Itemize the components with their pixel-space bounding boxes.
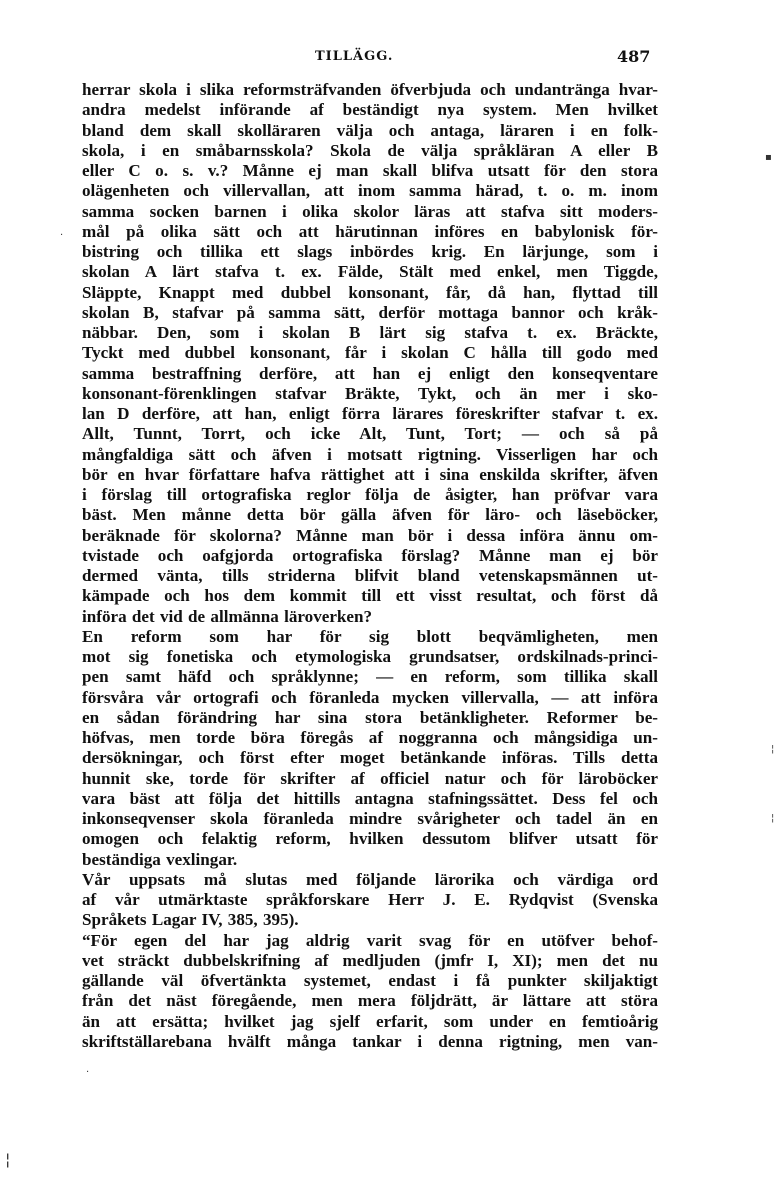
text-line: inkonseqvenser skola föranleda mindre svårigheter och tadel än en: [82, 809, 658, 828]
text-line: vet sträckt dubbelskrifning af medljuden (jmfr I, XI); men det nu: [82, 950, 658, 970]
margin-speck: ·: [86, 1067, 90, 1078]
text-line: “För egen del har jag aldrig varit svag för en utöfver behof-: [82, 930, 658, 950]
margin-speck: ·: [60, 230, 64, 241]
margin-speck: ▪: [765, 152, 772, 163]
text-line: vara bäst att följa det hittills antagna stafningssättet. Dess fel och: [82, 788, 658, 808]
text-line: skriftställarebana hvälft många tankar i denna rigtning, men van-: [82, 1031, 658, 1051]
text-line: bäst. Men månne detta bör gälla äfven för läro- och läseböcker,: [82, 505, 658, 525]
margin-speck: ¦: [5, 1150, 11, 1169]
text-line: skola, i en småbarnsskola? Skola de välja språkläran A eller B: [82, 140, 658, 160]
text-line: Allt, Tunnt, Torrt, och icke Alt, Tunt, Tort; — och så på: [82, 424, 658, 444]
text-line: mål på olika sätt och att härutinnan införes en babylonisk för-: [82, 221, 658, 241]
text-line: mot sig fonetiska och etymologiska grundsatser, ordskilnads-princi-: [82, 647, 658, 666]
text-line: tvistade och oafgjorda ortografiska förslag? Månne man ej bör: [82, 545, 658, 565]
text-line: andra medelst införande af beständigt nya system. Men hvilket: [82, 100, 658, 120]
text-line: herrar skola i slika reformsträfvanden öfverbjuda och undantränga hvar-: [82, 80, 658, 99]
text-line: en sådan förändring har sina stora betänkligheter. Reformer be-: [82, 707, 658, 727]
text-line: eller C o. s. v.? Månne ej man skall blifva utsatt för den stora: [82, 161, 658, 180]
text-line: bistring och tillika ett slags inbördes krig. En lärjunge, som i: [82, 242, 658, 261]
text-line: skolan A lärt stafva t. ex. Fälde, Stält med enkel, men Tiggde,: [82, 262, 658, 282]
text-line: beräknade för skolorna? Månne man bör i dessa införa ännu om-: [82, 525, 658, 545]
text-line: beständiga vexlingar.: [82, 849, 238, 869]
text-line: Vår uppsats må slutas med följande lärorika och värdiga ord: [82, 869, 658, 889]
text-line: olägenheten och villervallan, att inom samma härad, t. o. m. inom: [82, 181, 658, 201]
page-number: 487: [617, 47, 651, 66]
text-line: försvåra vår ortografi och föranleda mycken villervalla, — att införa: [82, 687, 658, 707]
text-line: kämpade och hos dem kommit till ett visst resultat, och först då: [82, 586, 658, 606]
text-line: näbbar. Den, som i skolan B lärt sig stafva t. ex. Bräckte,: [82, 323, 658, 342]
text-line: Språkets Lagar IV, 385, 395).: [82, 910, 299, 930]
text-line: än att ersätta; hvilket jag sjelf erfarit, som under en femtioårig: [82, 1011, 658, 1031]
text-line: dermed vänta, tills striderna blifvit bland vetenskapsmännen ut-: [82, 566, 658, 585]
text-line: dersökningar, och först efter moget betänkande införas. Tills detta: [82, 748, 658, 768]
text-line: höfvas, men torde böra föregås af noggranna och mångsidiga un-: [82, 728, 658, 747]
text-line: i förslag till ortografiska reglor följa de åsigter, han pröfvar vara: [82, 485, 658, 504]
text-line: af vår utmärktaste språkforskare Herr J. E. Rydqvist (Svenska: [82, 890, 658, 909]
body-text: [82, 80, 658, 1052]
text-line: bör en hvar författare hafva rättighet att i sina enskilda skrifter, äfven: [82, 464, 658, 484]
text-line: hunnit ske, torde för skrifter af officiel natur och för läroböcker: [82, 768, 658, 788]
text-line: En reform som har för sig blott beqvämligheten, men: [82, 626, 658, 646]
text-line: omogen och felaktig reform, hvilken dessutom blifver utsatt för: [82, 829, 658, 849]
text-line: lan D derföre, att han, enligt förra lärares föreskrifter stafvar t. ex.: [82, 404, 658, 423]
margin-speck: ¦: [771, 813, 775, 824]
text-line: införa det vid de allmänna läroverken?: [82, 606, 373, 626]
text-line: bland dem skall skolläraren välja och antaga, läraren i en folk-: [82, 120, 658, 140]
text-line: från det näst föregående, men mera följdrätt, är lättare att störa: [82, 991, 658, 1011]
text-line: mångfaldiga sätt och äfven i motsatt rigtning. Visserligen har och: [82, 444, 658, 464]
text-line: samma socken barnen i olika skolor läras att stafva sitt moders-: [82, 201, 658, 221]
running-title: TILLÄGG.: [315, 49, 394, 64]
text-line: pen samt häfd och språklynne; — en reform, som tillika skall: [82, 667, 658, 687]
text-line: Tyckt med dubbel konsonant, får i skolan C hålla till godo med: [82, 343, 658, 363]
text-line: skolan B, stafvar på samma sätt, derför mottaga bannor och kråk-: [82, 302, 658, 322]
text-line: konsonant-förenklingen stafvar Bräkte, Tykt, och än mer i sko-: [82, 383, 658, 403]
text-line: samma bestraffning derföre, att han ej enligt den konseqventare: [82, 363, 658, 383]
margin-speck: ¦: [771, 744, 775, 755]
text-line: gällande väl öfvertänkta systemet, endast i få punkter skiljaktigt: [82, 971, 658, 990]
text-line: Släppte, Knappt med dubbel konsonant, får, då han, flyttad till: [82, 282, 658, 302]
